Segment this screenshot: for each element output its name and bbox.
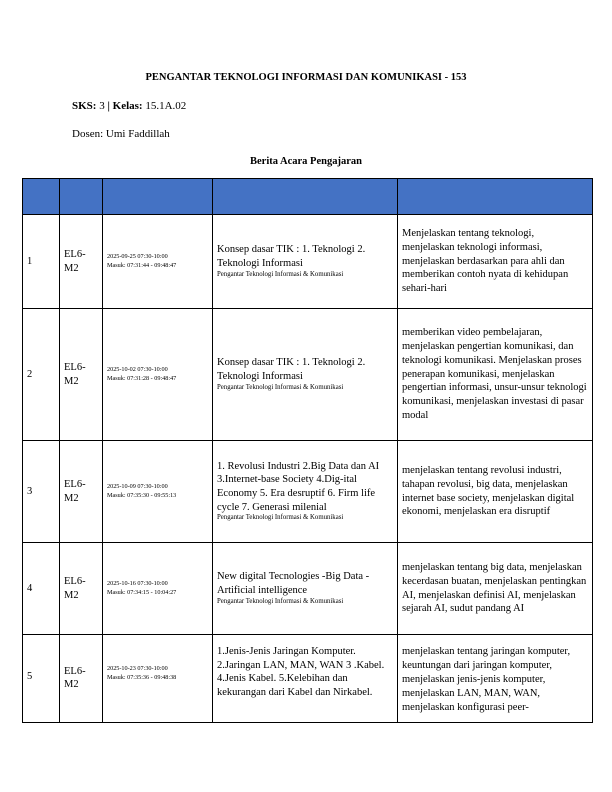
row-waktu (103, 215, 213, 309)
row-deskripsi-cell (398, 635, 593, 723)
row-number: 1 (23, 215, 60, 309)
row-deskripsi: menjelaskan tentang big data, menjelaskan kecerdasan buatan, menjelaskan pentingkan AI, menjelaskan definisi AI, menjelaskan sejarah AI, sudut pandang AI (398, 543, 593, 635)
table-row (23, 441, 593, 543)
course-title: PENGANTAR TEKNOLOGI INFORMASI DAN KOMUNIKASI - 153 (145, 72, 467, 83)
row-deskripsi: memberikan video pembelajaran, menjelaskan pengertian komunikasi, dan teknologi komunikasi. Menjelaskan proses penerapan komunikasi, menjelaskan pengertian informasi, unsur-unsur teknologi komunikasi, menjelaskan investasi di pasar modal (398, 309, 593, 441)
sks-kelas-line (72, 100, 186, 112)
row-deskripsi: menjelaskan tentang revolusi industri, tahapan revolusi, big data, menjelaskan internet base society, menjelaskan digital ekonomi, menjelaskan era disruptif (398, 441, 593, 543)
dosen-value: Umi Faddillah (105, 128, 170, 140)
row-materi-cell (213, 309, 398, 441)
table-row (23, 543, 593, 635)
row-jadwal: 2025-10-16 07:30-10:00 (107, 579, 168, 587)
row-jadwal: 2025-10-09 07:30-10:00 (107, 482, 168, 490)
row-masuk: Masuk: 07:35:30 - 09:55:13 (107, 491, 177, 499)
row-jadwal: 2025-10-23 07:30-10:00 (107, 665, 168, 672)
row-matkul: Pengantar Teknologi Informasi & Komunikasi (217, 270, 344, 278)
row-materi-cell (213, 441, 398, 543)
row-waktu (103, 441, 213, 543)
dosen-line (72, 128, 170, 140)
row-deskripsi: Menjelaskan tentang teknologi, menjelaskan teknologi informasi, menjelaskan berdasarkan para ahli dan memberikan contoh nyata di kehidupan sehari-hari (398, 215, 593, 309)
header-cell-waktu (103, 179, 213, 215)
kelas-value: 15.1A.02 (145, 100, 187, 112)
row-materi-cell (213, 215, 398, 309)
header-cell-deskripsi (398, 179, 593, 215)
row-matkul: Pengantar Teknologi Informasi & Komunikasi (217, 514, 344, 522)
row-materi-cell (213, 635, 398, 723)
table-row (23, 215, 593, 309)
row-number: 3 (23, 441, 60, 543)
section-title: Berita Acara Pengajaran (250, 156, 362, 167)
sks-label: SKS: (72, 100, 97, 112)
row-jadwal: 2025-10-02 07:30-10:00 (107, 365, 168, 373)
berita-acara-table (22, 178, 593, 723)
row-materi: 1.Jenis-Jenis Jaringan Komputer. 2.Jaringan LAN, MAN, WAN 3 .Kabel. 4.Jenis Kabel. 5.Kelebihan dan kekurangan dari Kabel dan Nirkabel. (217, 646, 385, 698)
row-materi: 1. Revolusi Industri 2.Big Data dan AI 3.Internet-base Society 4.Dig-ital Economy 5. Era desruptif 6. Firm life cycle 7. Generasi milenial (217, 460, 380, 513)
row-matkul: Pengantar Teknologi Informasi & Komunikasi (217, 383, 344, 391)
row-materi: New digital Tecnologies -Big Data -Artificial intelligence (217, 571, 370, 597)
header-cell-no (23, 179, 60, 215)
sks-value: 3 (99, 100, 105, 112)
row-matkul: Pengantar Teknologi Informasi & Komunikasi (217, 597, 344, 605)
dosen-label: Dosen: (72, 128, 104, 140)
row-materi-cell (213, 543, 398, 635)
row-masuk: Masuk: 07:31:44 - 09:48:47 (107, 261, 177, 269)
row-ruang: EL6-M2 (60, 543, 103, 635)
header-cell-ruang (60, 179, 103, 215)
row-materi: Konsep dasar TIK : 1. Teknologi 2. Teknologi Informasi (217, 357, 366, 383)
row-ruang: EL6-M2 (60, 215, 103, 309)
table-row (23, 635, 593, 723)
row-ruang: EL6-M2 (60, 441, 103, 543)
row-waktu (103, 543, 213, 635)
row-ruang: EL6-M2 (60, 309, 103, 441)
kelas-label: Kelas: (112, 100, 143, 112)
row-number: 5 (23, 635, 60, 723)
table-header-row (23, 179, 593, 215)
separator: | (107, 100, 110, 112)
row-deskripsi: menjelaskan tentang jaringan komputer, keuntungan dari jaringan komputer, menjelaskan jenis-jenis komputer, menjelaskan LAN, MAN, WAN, menjelaskan konfigurasi peer- (402, 646, 571, 713)
row-masuk: Masuk: 07:31:28 - 09:48:47 (107, 374, 177, 382)
row-materi: Konsep dasar TIK : 1. Teknologi 2. Teknologi Informasi (217, 244, 366, 270)
table-row (23, 309, 593, 441)
header-cell-materi (213, 179, 398, 215)
row-ruang: EL6-M2 (60, 635, 103, 723)
row-number: 4 (23, 543, 60, 635)
row-waktu (103, 635, 213, 723)
row-number: 2 (23, 309, 60, 441)
row-masuk: Masuk: 07:34:15 - 10:04:27 (107, 588, 177, 596)
row-jadwal: 2025-09-25 07:30-10:00 (107, 252, 168, 260)
row-masuk: Masuk: 07:35:36 - 09:48:38 (107, 673, 177, 681)
row-waktu (103, 309, 213, 441)
